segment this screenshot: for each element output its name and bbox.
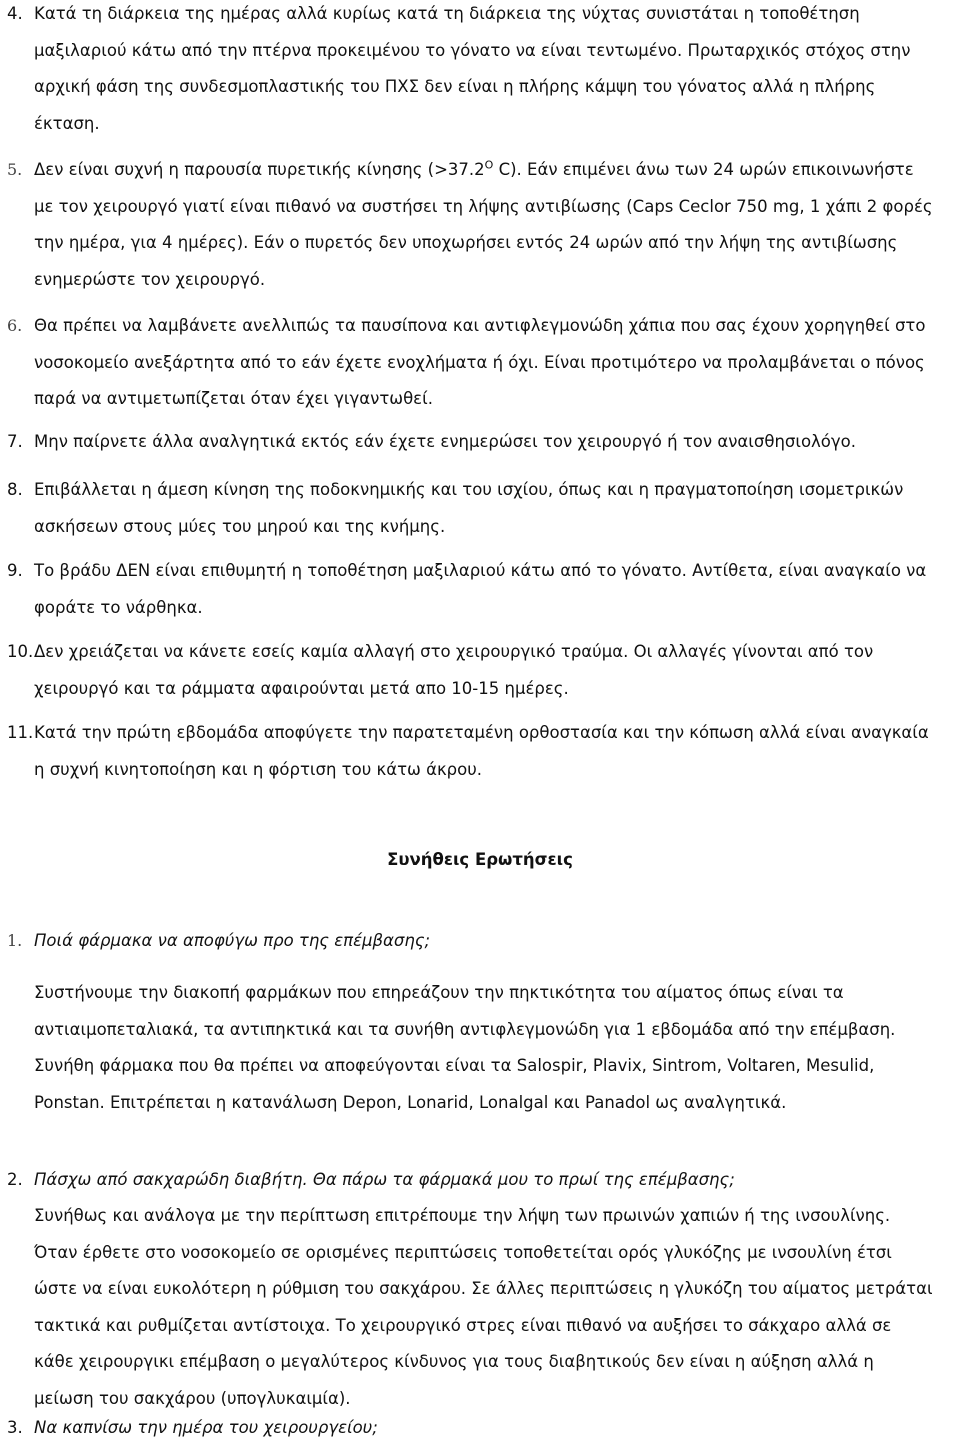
list-item bbox=[0, 715, 936, 788]
list-item-text: Το βράδυ ΔΕΝ είναι επιθυμητή η τοποθέτηση μαξιλαριού κάτω από το γόνατο. Αντίθετα, είναι αναγκαίο να φοράτε το νάρθηκα. bbox=[34, 561, 927, 617]
list-item bbox=[0, 308, 936, 418]
list-item-number: 8. bbox=[7, 480, 23, 499]
list-item-number: 11. bbox=[7, 723, 34, 742]
section-heading: Συνήθεις Ερωτήσεις bbox=[387, 850, 573, 869]
list-item bbox=[0, 424, 936, 461]
list-item-text: Μην παίρνετε άλλα αναλγητικά εκτός εάν έχετε ενημερώσει τον χειρουργό ή τον αναισθησιολόγο. bbox=[34, 432, 857, 451]
list-item-number: 9. bbox=[7, 561, 23, 580]
faq-question-number: 2. bbox=[7, 1170, 23, 1189]
faq-question-text: Ποιά φάρμακα να αποφύγω προ της επέμβασης; bbox=[34, 931, 431, 950]
list-item-number: 4. bbox=[7, 4, 23, 23]
list-item-text: Κατά τη διάρκεια της ημέρας αλλά κυρίως κατά τη διάρκεια της νύχτας συνιστάται η τοποθέτηση μαξιλαριού κάτω από την πτέρνα προκειμένου το γόνατο να είναι τεντωμένο. Πρωταρχικός στόχος στην αρχική φάση της συνδεσμοπλαστικής του ΠΧΣ δεν είναι η πλήρης κάμψη του γόνατος αλλά η πλήρης έκταση. bbox=[34, 4, 911, 133]
list-item-text-before: Δεν είναι συχνή η παρουσία πυρετικής κίνησης (>37.2 bbox=[34, 160, 485, 179]
list-item bbox=[0, 152, 936, 298]
list-item-text: Κατά την πρώτη εβδομάδα αποφύγετε την παρατεταμένη ορθοστασία και την κόπωση αλλά είναι αναγκαία η συχνή κινητοποίηση και η φόρτιση του κάτω άκρου. bbox=[34, 723, 929, 779]
list-item-number: 6. bbox=[7, 316, 23, 335]
list-item-number: 5. bbox=[7, 160, 23, 179]
degree-superscript: Ο bbox=[484, 158, 494, 172]
list-item-text: Θα πρέπει να λαμβάνετε ανελλιπώς τα παυσίπονα και αντιφλεγμονώδη χάπια που σας έχουν χορηγηθεί στο νοσοκομείο ανεξάρτητα από το εάν έχετε ενοχλήματα ή όχι. Είναι προτιμότερο να προλαμβάνεται ο πόνος παρά να αντιμετωπίζεται όταν έχει γιγαντωθεί. bbox=[34, 316, 926, 408]
faq-question-number: 1. bbox=[7, 931, 23, 950]
list-item-text bbox=[34, 152, 936, 298]
list-item-number: 10. bbox=[7, 642, 34, 661]
faq-question bbox=[0, 1162, 936, 1199]
faq-question bbox=[0, 923, 936, 960]
list-item bbox=[0, 553, 936, 626]
faq-answer: Συνήθως και ανάλογα με την περίπτωση επιτρέπουμε την λήψη των πρωινών χαπιών ή της ινσουλίνης. Όταν έρθετε στο νοσοκομείο σε ορισμένες περιπτώσεις τοποθετείται ορός γλυκόζης με ινσουλίνη έτσι ώστε να είναι ευκολότερη η ρύθμιση του σακχάρου. Σε άλλες περιπτώσεις η γλυκόζη του αίματος μετράται τακτικά και ρυθμίζεται αντίστοιχα. Το χειρουργικό στρες είναι πιθανό να αυξήσει το σάκχαρο αλλά σε κάθε χειρουργικι επέμβαση ο μεγαλύτερος κίνδυνος για τους διαβητικούς δεν είναι η αύξηση αλλά η μείωση του σακχάρου (υπογλυκαιμία). bbox=[34, 1206, 933, 1408]
list-item-number: 7. bbox=[7, 432, 23, 451]
list-item bbox=[0, 472, 936, 545]
faq-question-number: 3. bbox=[7, 1418, 23, 1437]
faq-question-text: Πάσχω από σακχαρώδη διαβήτη. Θα πάρω τα φάρμακά μου το πρωί της επέμβασης; bbox=[34, 1170, 735, 1189]
list-item-text-after: C). Εάν επιμένει άνω των 24 ωρών επικοινωνήστε με τον χειρουργό γιατί είναι πιθανό να συστήσει τη λήψης αντιβίωσης (Caps Ceclor 750 mg, 1 χάπι 2 φορές την ημέρα, για 4 ημέρες). Εάν ο πυρετός δεν υποχωρήσει εντός 24 ωρών από την λήψη της αντιβίωσης ενημερώστε τον χειρουργό. bbox=[34, 160, 933, 289]
faq-question bbox=[0, 1410, 936, 1447]
list-item bbox=[0, 0, 936, 142]
list-item bbox=[0, 634, 936, 707]
list-item-text: Επιβάλλεται η άμεση κίνηση της ποδοκνημικής και του ισχίου, όπως και η πραγματοποίηση ισομετρικών ασκήσεων στους μύες του μηρού και της κνήμης. bbox=[34, 480, 904, 536]
list-item-text: Δεν χρειάζεται να κάνετε εσείς καμία αλλαγή στο χειρουργικό τραύμα. Οι αλλαγές γίνονται από τον χειρουργό και τα ράμματα αφαιρούνται μετά απο 10-15 ημέρες. bbox=[34, 642, 874, 698]
faq-answer: Συστήνουμε την διακοπή φαρμάκων που επηρεάζουν την πηκτικότητα του αίματος όπως είναι τα αντιαιμοπεταλιακά, τα αντιπηκτικά και τα συνήθη αντιφλεγμονώδη για 1 εβδομάδα από την επέμβαση. Συνήθη φάρμακα που θα πρέπει να αποφεύγονται είναι τα Salospir, Plavix, Sintrom, Voltaren, Mesulid, Ponstan. Επιτρέπεται η κατανάλωση Depon, Lonarid, Lonalgal και Panadol ως αναλγητικά. bbox=[34, 983, 896, 1112]
faq-question-text: Να καπνίσω την ημέρα του χειρουργείου; bbox=[34, 1418, 378, 1437]
